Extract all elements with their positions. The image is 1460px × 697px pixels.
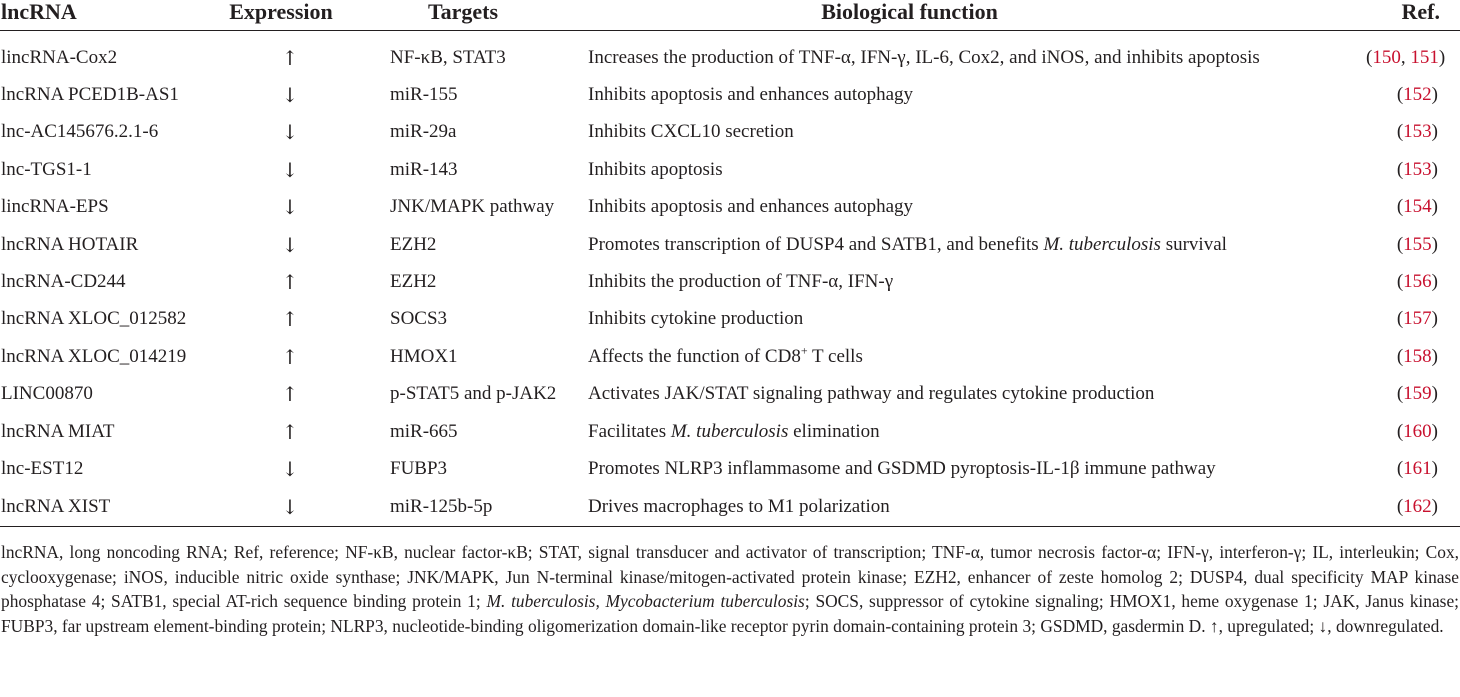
function-italic: M. tuberculosis: [670, 420, 789, 442]
table-header-row: [0, 0, 1460, 31]
ref-link[interactable]: 152: [1403, 84, 1432, 106]
header-biological-function: Biological function: [588, 0, 1366, 31]
table-row: [0, 226, 1460, 263]
cell-biological-function: [588, 226, 1366, 263]
ref-paren: (: [1366, 46, 1373, 68]
footnote-text-2: ; SOCS, suppressor of cytokine signaling; HMOX1, heme oxygenase 1; JAK, Janus kinase; FUBP3, far upstream element-binding protein; NLRP3, nucleotide-binding oligomerization domain-like receptor pyrin domain-containing protein 3; GSDMD, gasdermin D. ↑, upregulated; ↓, downregulated.: [1, 591, 1459, 636]
table-row: [0, 39, 1460, 76]
cell-biological-function: Promotes NLRP3 inflammasome and GSDMD pyroptosis-IL-1β immune pathway: [588, 457, 1216, 479]
cell-lncrna: LINC00870: [1, 383, 93, 405]
cell-lncrna: lncRNA XIST: [0, 488, 204, 527]
cell-lncrna: lincRNA-Cox2: [1, 46, 118, 68]
table-row: [0, 114, 1460, 151]
cell-expression-arrow: ↑: [281, 382, 299, 407]
ref-paren: ): [1431, 121, 1438, 143]
function-text: survival: [1160, 233, 1227, 255]
cell-targets: EZH2: [390, 233, 437, 255]
ref-paren: ): [1431, 84, 1438, 106]
table-row: [0, 189, 1460, 226]
cell-biological-function: [588, 338, 1366, 375]
ref-paren: ): [1431, 457, 1438, 479]
ref-paren: (: [1396, 308, 1404, 330]
table-row: [0, 338, 1460, 375]
ref-paren: (: [1396, 233, 1404, 255]
table-row: [0, 413, 1460, 450]
ref-paren: ): [1431, 308, 1438, 330]
ref-link[interactable]: 153: [1403, 121, 1432, 143]
header-targets: Targets: [388, 0, 588, 31]
footnote-text-1: lncRNA, long noncoding RNA; Ref, reference; NF-κB, nuclear factor-κB; STAT, signal transducer and activator of transcription; TNF-α, tumor necrosis factor-α; IFN-γ, interferon-γ; IL, interleukin; Cox, cyclooxygenase; iNOS, inducible nitric oxide synthase; JNK/MAPK, Jun N-terminal kinase/mitogen-activated protein kinase; EZH2, enhancer of zeste homolog 2; DUSP4, dual specificity MAP kinase phosphatase 4; SATB1, special AT-rich sequence binding protein 1;: [1, 542, 1459, 611]
ref-paren: ): [1431, 420, 1438, 442]
cell-ref: [1366, 488, 1460, 527]
function-text: Affects the function of CD8: [588, 345, 801, 367]
ref-paren: ): [1431, 271, 1438, 293]
cell-biological-function: Increases the production of TNF-α, IFN-γ, IL-6, Cox2, and iNOS, and inhibits apoptosis: [588, 46, 1260, 68]
header-lncrna: lncRNA: [0, 0, 204, 31]
cell-ref: [1366, 338, 1460, 375]
ref-link[interactable]: 155: [1403, 233, 1432, 255]
ref-link[interactable]: 157: [1403, 308, 1432, 330]
ref-paren: ): [1431, 233, 1438, 255]
cell-lncrna: lnc-EST12: [1, 457, 84, 479]
cell-ref: [1366, 226, 1460, 263]
cell-lncrna: lncRNA MIAT: [1, 420, 115, 442]
function-italic: M. tuberculosis: [1043, 233, 1161, 255]
cell-biological-function: Inhibits apoptosis: [588, 158, 723, 180]
cell-ref: [1366, 114, 1460, 151]
cell-ref: [1366, 76, 1460, 113]
ref-paren: (: [1396, 495, 1404, 517]
cell-expression-arrow: ↓: [281, 83, 299, 108]
cell-biological-function: Inhibits the production of TNF-α, IFN-γ: [588, 271, 894, 293]
cell-lncrna: lincRNA-EPS: [1, 196, 109, 218]
cell-expression-arrow: ↑: [281, 307, 299, 332]
cell-ref: [1366, 151, 1460, 188]
cell-ref: [1366, 301, 1460, 338]
ref-paren: (: [1396, 271, 1404, 293]
cell-targets: miR-665: [390, 420, 458, 442]
table-row: [0, 151, 1460, 188]
cell-ref: [1366, 376, 1460, 413]
ref-paren: (: [1396, 84, 1404, 106]
ref-paren: ): [1431, 158, 1438, 180]
cell-biological-function: Inhibits CXCL10 secretion: [588, 121, 794, 143]
cell-biological-function: Drives macrophages to M1 polarization: [588, 488, 1366, 527]
header-expression: Expression: [204, 0, 388, 31]
cell-biological-function: [588, 413, 1366, 450]
table-row: [0, 263, 1460, 300]
table-row: [0, 376, 1460, 413]
ref-paren: (: [1396, 196, 1404, 218]
cell-expression-arrow: ↓: [281, 232, 299, 257]
cell-targets: p-STAT5 and p-JAK2: [390, 383, 557, 405]
ref-paren: ): [1431, 383, 1438, 405]
cell-lncrna: lncRNA XLOC_014219: [1, 345, 187, 367]
table-body: [0, 31, 1460, 527]
ref-separator: ,: [1400, 46, 1411, 68]
ref-paren: (: [1396, 121, 1404, 143]
cell-lncrna: lnc-TGS1-1: [1, 158, 92, 180]
cell-ref: [1366, 413, 1460, 450]
ref-link[interactable]: 158: [1403, 345, 1432, 367]
cell-targets: NF-κB, STAT3: [390, 46, 506, 68]
cell-lncrna: lncRNA XLOC_012582: [1, 308, 187, 330]
ref-link[interactable]: 162: [1403, 495, 1432, 517]
cell-targets: miR-125b-5p: [388, 488, 588, 527]
ref-paren: (: [1396, 457, 1404, 479]
header-ref: Ref.: [1366, 0, 1460, 31]
ref-paren: ): [1431, 495, 1438, 517]
cell-expression-arrow: ↓: [281, 120, 299, 145]
ref-link[interactable]: 150: [1372, 46, 1401, 68]
cell-targets: SOCS3: [390, 308, 448, 330]
cell-ref: [1366, 39, 1460, 76]
function-text: Promotes transcription of DUSP4 and SATB1, and benefits: [588, 233, 1044, 255]
cell-targets: HMOX1: [390, 345, 458, 367]
ref-link[interactable]: 159: [1403, 383, 1432, 405]
cell-lncrna: lnc-AC145676.2.1-6: [1, 121, 159, 143]
cell-expression-arrow: ↑: [281, 270, 299, 295]
cell-expression-arrow: ↑: [281, 344, 299, 369]
cell-expression-arrow: ↓: [204, 488, 388, 527]
function-text: Facilitates: [588, 420, 671, 442]
ref-link[interactable]: 156: [1403, 271, 1432, 293]
ref-paren: ): [1431, 196, 1438, 218]
table-row: [0, 301, 1460, 338]
cell-expression-arrow: ↑: [281, 419, 299, 444]
cell-ref: [1366, 450, 1460, 487]
function-superscript: +: [800, 343, 808, 358]
cell-ref: [1366, 189, 1460, 226]
cell-lncrna: lncRNA PCED1B-AS1: [1, 84, 179, 106]
ref-link[interactable]: 151: [1410, 46, 1439, 68]
ref-paren: ): [1431, 345, 1438, 367]
cell-lncrna: lncRNA-CD244: [1, 271, 126, 293]
footnote-italic: M. tuberculosis, Mycobacterium tuberculosis: [486, 591, 805, 611]
ref-paren: (: [1396, 420, 1404, 442]
cell-expression-arrow: ↓: [281, 195, 299, 220]
cell-biological-function: Inhibits apoptosis and enhances autophagy: [588, 84, 914, 106]
cell-targets: EZH2: [390, 271, 437, 293]
function-text: T cells: [807, 345, 863, 367]
cell-targets: miR-29a: [390, 121, 457, 143]
table-row: [0, 488, 1460, 527]
ref-paren: (: [1396, 383, 1404, 405]
table-row: [0, 76, 1460, 113]
ref-paren: (: [1396, 158, 1404, 180]
cell-ref: [1366, 263, 1460, 300]
cell-targets: JNK/MAPK pathway: [390, 196, 555, 218]
cell-biological-function: Activates JAK/STAT signaling pathway and regulates cytokine production: [588, 383, 1155, 405]
table-row: [0, 450, 1460, 487]
ref-paren: (: [1396, 345, 1404, 367]
ref-link[interactable]: 153: [1403, 158, 1432, 180]
ref-link[interactable]: 161: [1403, 457, 1432, 479]
cell-expression-arrow: ↓: [281, 456, 299, 481]
cell-expression-arrow: ↑: [281, 45, 299, 70]
cell-targets: FUBP3: [390, 457, 448, 479]
ref-link[interactable]: 160: [1403, 420, 1432, 442]
ref-paren: ): [1438, 46, 1446, 68]
table-footnote: [1, 540, 1459, 638]
cell-biological-function: Inhibits apoptosis and enhances autophagy: [588, 196, 914, 218]
cell-targets: miR-143: [390, 158, 458, 180]
ref-link[interactable]: 154: [1403, 196, 1432, 218]
cell-lncrna: lncRNA HOTAIR: [1, 233, 139, 255]
cell-biological-function: Inhibits cytokine production: [588, 308, 804, 330]
cell-targets: miR-155: [390, 84, 458, 106]
cell-expression-arrow: ↓: [281, 157, 299, 182]
function-text: elimination: [788, 420, 880, 442]
